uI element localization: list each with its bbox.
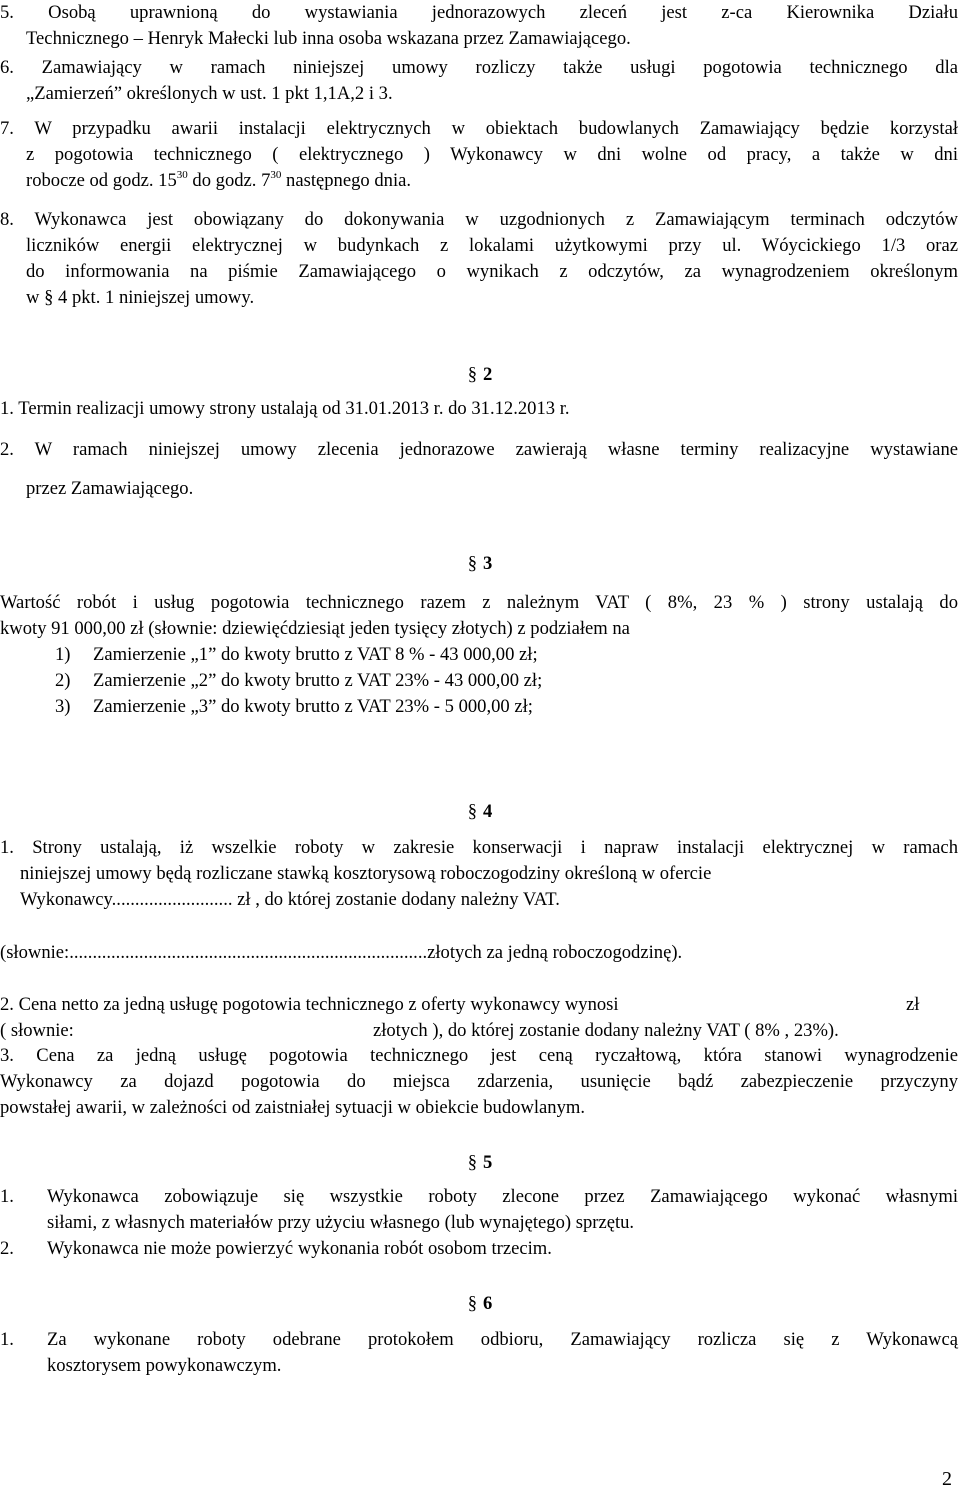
currency-label: zł <box>906 994 920 1015</box>
section-4-item-3 <box>0 1043 958 1121</box>
list-item-number: 2) <box>55 670 71 691</box>
list-item-number: 3) <box>55 696 71 717</box>
section-4-item-3-line-3: powstałej awarii, w zależności od zaistniałej sytuacji w obiekcie budowlanym. <box>0 1097 586 1118</box>
paragraph-5-line-1: 5. Osobą uprawnioną do wystawiania jednorazowych zleceń jest z-ca Kierownika Działu <box>0 2 958 23</box>
section-number: 3 <box>483 553 493 574</box>
section-6-heading <box>0 1291 960 1317</box>
paragraph-6 <box>0 55 958 107</box>
slownie-label: ( słownie: <box>0 1020 74 1041</box>
section-4-slownie <box>0 940 958 966</box>
paragraph-8-line-3: do informowania na piśmie Zamawiającego o wynikach z odczytów, za wynagrodzeniem określonym <box>26 261 958 282</box>
hours-to-text: do godz. 7 <box>187 170 271 191</box>
section-2-item-2-line-2: przez Zamawiającego. <box>26 478 194 499</box>
section-3-body <box>0 590 958 642</box>
section-3-line-1: Wartość robót i usług pogotowia technicznego razem z należnym VAT ( 8%, 23 % ) strony ustalają do <box>0 592 958 613</box>
paragraph-8 <box>0 207 958 311</box>
section-5-item-1-line-2: siłami, z własnych materiałów przy użyciu własnego (lub wynajętego) sprzętu. <box>47 1212 635 1233</box>
section-3-heading <box>0 551 960 577</box>
section-2-item-2-line-1: 2. W ramach niniejszej umowy zlecenia jednorazowe zawierają własne terminy realizacyjne wystawiane <box>0 439 958 460</box>
slownie-line: (słownie:.............................................................................złotych za jedną roboczogodzinę). <box>0 942 683 963</box>
section-2-heading <box>0 362 960 388</box>
section-sign: § <box>467 1152 477 1173</box>
paragraph-5-line-2: Technicznego – Henryk Małecki lub inna osoba wskazana przez Zamawiającego. <box>26 28 631 49</box>
page-number: 2 <box>942 1468 952 1490</box>
section-2-item-1 <box>0 396 958 422</box>
section-4-heading <box>0 799 960 825</box>
section-4-item-2-line-2 <box>0 1018 958 1044</box>
paragraph-7-line-3 <box>0 168 958 194</box>
section-3-line-2: kwoty 91 000,00 zł (słownie: dziewięćdziesiąt jeden tysięcy złotych) z podziałem na <box>0 618 630 639</box>
item-text: Wykonawca zobowiązuje się wszystkie roboty zlecone przez Zamawiającego wykonać własnymi <box>47 1186 958 1207</box>
hours-from-text: robocze od godz. 15 <box>26 170 177 191</box>
list-item-number: 1) <box>55 644 71 665</box>
section-sign: § <box>467 1293 477 1314</box>
section-6-item-1-line-2: kosztorysem powykonawczym. <box>47 1355 282 1376</box>
net-price-label: 2. Cena netto za jedną usługę pogotowia technicznego z oferty wykonawcy wynosi <box>0 994 619 1015</box>
section-6-item-1-line-1 <box>0 1327 958 1353</box>
item-text: Za wykonane roboty odebrane protokołem odbioru, Zamawiający rozlicza się z Wykonawcą <box>47 1329 958 1350</box>
section-4-item-1-line-3: Wykonawcy.......................... zł , do której zostanie dodany należny VAT. <box>20 889 560 910</box>
list-item-text: Zamierzenie „3” do kwoty brutto z VAT 23% - 5 000,00 zł; <box>93 696 533 717</box>
list-item <box>55 694 533 720</box>
section-4-item-3-line-2: Wykonawcy za dojazd pogotowia do miejsca zdarzenia, usunięcie bądź zabezpieczenie przyczyny <box>0 1071 958 1092</box>
section-number: 5 <box>483 1152 493 1173</box>
list-item-text: Zamierzenie „2” do kwoty brutto z VAT 23% - 43 000,00 zł; <box>93 670 543 691</box>
section-number: 6 <box>483 1293 493 1314</box>
section-5-item-1 <box>0 1184 958 1236</box>
section-5-item-2-line-1 <box>0 1236 958 1262</box>
vat-note: złotych ), do której zostanie dodany należny VAT ( 8% , 23%). <box>373 1020 839 1041</box>
item-number: 1. <box>0 1186 14 1207</box>
paragraph-8-line-2: liczników energii elektrycznej w budynkach z lokalami użytkowymi przy ul. Wóycickiego 1/3 oraz <box>26 235 958 256</box>
list-item <box>55 642 538 668</box>
item-text: Wykonawca nie może powierzyć wykonania robót osobom trzecim. <box>47 1238 552 1259</box>
section-4-item-1-line-2: niniejszej umowy będą rozliczane stawką kosztorysową roboczogodziny określoną w ofercie <box>20 863 712 884</box>
item-number: 2. <box>0 1238 14 1259</box>
section-sign: § <box>467 801 477 822</box>
section-sign: § <box>467 364 477 385</box>
paragraph-6-line-2: „Zamierzeń” określonych w ust. 1 pkt 1,1A,2 i 3. <box>26 83 393 104</box>
next-day-text: następnego dnia. <box>281 170 412 191</box>
minutes-superscript: 30 <box>270 169 282 181</box>
section-5-item-2 <box>0 1236 958 1262</box>
paragraph-7-line-2: z pogotowia technicznego ( elektrycznego ) Wykonawcy w dni wolne od pracy, a także w dni <box>26 144 958 165</box>
term-line: 1. Termin realizacji umowy strony ustalają od 31.01.2013 r. do 31.12.2013 r. <box>0 398 570 419</box>
section-6-item-1 <box>0 1327 958 1379</box>
section-4-item-2-line-1 <box>0 992 958 1018</box>
minutes-superscript: 30 <box>176 169 188 181</box>
list-item-text: Zamierzenie „1” do kwoty brutto z VAT 8 % - 43 000,00 zł; <box>93 644 538 665</box>
section-4-item-2 <box>0 992 958 1044</box>
section-4-item-1 <box>0 835 958 913</box>
paragraph-7 <box>0 116 958 194</box>
paragraph-8-line-1: 8. Wykonawca jest obowiązany do dokonywania w uzgodnionych z Zamawiającym terminach odczytów <box>0 209 958 230</box>
section-number: 4 <box>483 801 493 822</box>
section-5-heading <box>0 1150 960 1176</box>
paragraph-5 <box>0 0 958 52</box>
paragraph-6-line-1: 6. Zamawiający w ramach niniejszej umowy rozliczy także usługi pogotowia technicznego dla <box>0 57 958 78</box>
paragraph-8-line-4: w § 4 pkt. 1 niniejszej umowy. <box>26 287 255 308</box>
list-item <box>55 668 542 694</box>
section-2-item-2 <box>0 437 958 463</box>
section-5-item-1-line-1 <box>0 1184 958 1210</box>
paragraph-7-line-1: 7. W przypadku awarii instalacji elektrycznych w obiektach budowlanych Zamawiający będzie korzystał <box>0 118 958 139</box>
section-2-item-2-cont <box>0 476 958 502</box>
section-number: 2 <box>483 364 493 385</box>
section-4-item-3-line-1: 3. Cena za jedną usługę pogotowia technicznego jest ceną ryczałtową, która stanowi wynagrodzenie <box>0 1045 958 1066</box>
section-4-item-1-line-1: 1. Strony ustalają, iż wszelkie roboty w zakresie konserwacji i napraw instalacji elektrycznej w ramach <box>0 837 958 858</box>
item-number: 1. <box>0 1329 14 1350</box>
section-sign: § <box>467 553 477 574</box>
